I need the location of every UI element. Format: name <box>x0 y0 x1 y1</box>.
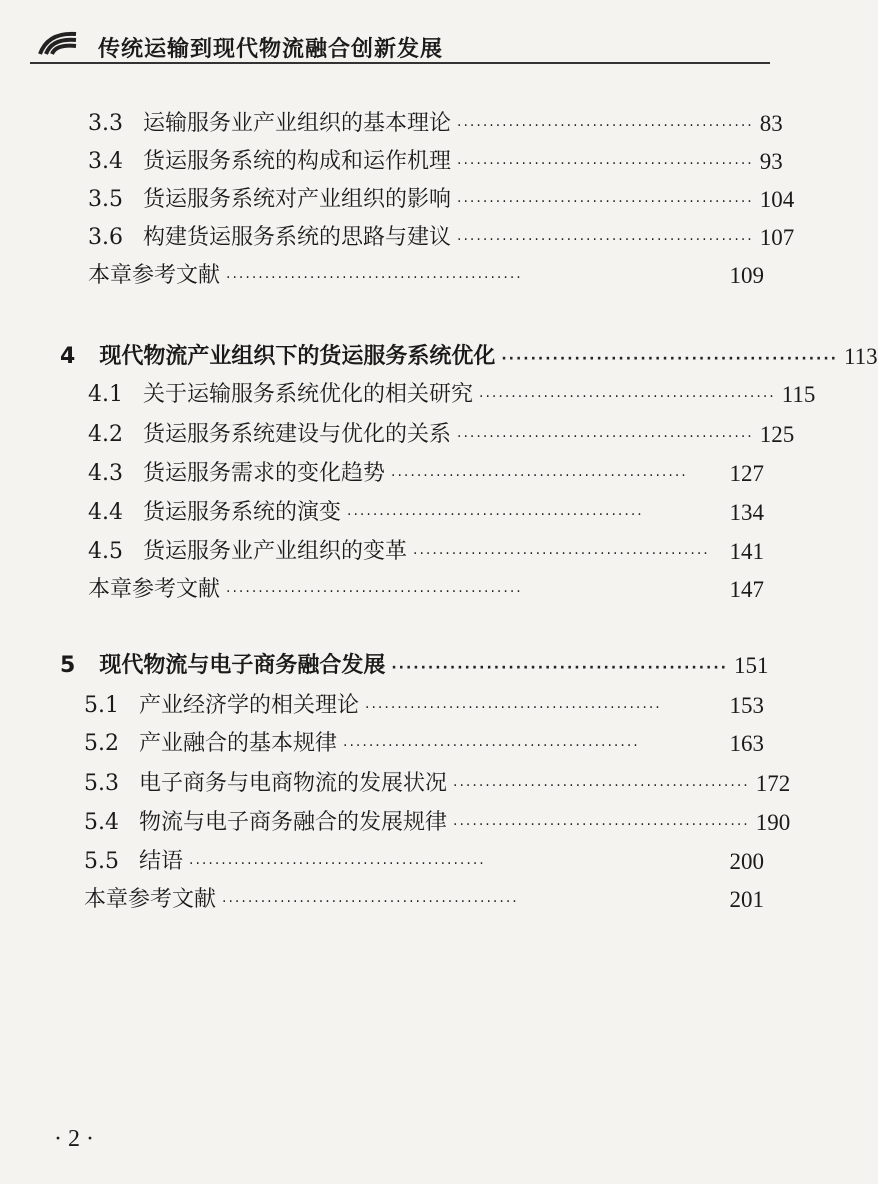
dot-leader: ·············································· <box>226 584 523 600</box>
section-number: 3.4 <box>88 149 123 174</box>
page-number: 113 <box>843 344 878 369</box>
toc-entry-4-4[interactable] <box>88 491 764 527</box>
toc-chapter-4[interactable] <box>60 335 878 371</box>
page-number: 109 <box>729 263 764 288</box>
page-number: 83 <box>759 111 783 136</box>
section-number: 5.3 <box>84 771 119 796</box>
dot-leader: ·············································· <box>347 507 644 523</box>
page-number: 200 <box>729 849 764 874</box>
section-title: 本章参考文献 <box>88 577 221 602</box>
section-title: 货运服务系统的构成和运作机理 <box>143 149 452 174</box>
section-number: 5.4 <box>84 810 119 835</box>
dot-leader: ·············································· <box>343 738 640 754</box>
section-number: 3.6 <box>88 225 123 250</box>
toc-entry-5-2[interactable] <box>84 722 764 758</box>
toc-chapter-5[interactable] <box>60 644 769 680</box>
section-number: 4.1 <box>88 382 123 407</box>
dot-leader: ·············································· <box>413 546 710 562</box>
dot-leader: ·············································· <box>222 894 519 910</box>
section-number: 4.4 <box>88 500 123 525</box>
toc-entry-ch3-references[interactable] <box>88 254 764 290</box>
section-title: 构建货运服务系统的思路与建议 <box>143 225 452 250</box>
section-title: 结语 <box>139 849 184 874</box>
section-title: 产业经济学的相关理论 <box>139 693 360 718</box>
section-title: 货运服务系统对产业组织的影响 <box>143 187 452 212</box>
section-number: 3.5 <box>88 187 123 212</box>
dot-leader: ·············································· <box>391 660 728 676</box>
page-number: 163 <box>729 731 764 756</box>
toc-entry-5-1[interactable] <box>84 684 764 720</box>
dot-leader: ·············································· <box>189 856 486 872</box>
toc-entry-3-5[interactable] <box>88 178 795 214</box>
section-title: 货运服务业产业组织的变革 <box>143 539 408 564</box>
toc-entry-4-2[interactable] <box>88 413 795 449</box>
page-number: 147 <box>729 577 764 602</box>
section-title: 运输服务业产业组织的基本理论 <box>143 111 452 136</box>
toc-entry-ch4-references[interactable] <box>88 568 764 604</box>
dot-leader: ·············································· <box>453 778 750 794</box>
section-number: 4.3 <box>88 461 123 486</box>
section-number: 3.3 <box>88 111 123 136</box>
section-title: 货运服务需求的变化趋势 <box>143 461 386 486</box>
dot-leader: ·············································· <box>457 429 754 445</box>
section-number: 5.1 <box>84 693 119 718</box>
section-number: 5.5 <box>84 849 119 874</box>
toc-entry-4-3[interactable] <box>88 452 764 488</box>
section-title: 电子商务与电商物流的发展状况 <box>139 771 448 796</box>
page-number: 190 <box>755 810 791 835</box>
section-number: 4.5 <box>88 539 123 564</box>
toc-entry-3-4[interactable] <box>88 140 783 176</box>
section-title: 本章参考文献 <box>88 263 221 288</box>
page-number: 107 <box>759 225 795 250</box>
page-number: 127 <box>729 461 764 486</box>
toc-entry-5-3[interactable] <box>84 762 791 798</box>
toc-entry-5-5[interactable] <box>84 840 764 876</box>
toc-entry-3-3[interactable] <box>88 102 783 138</box>
page-number: 172 <box>755 771 791 796</box>
page-number: 141 <box>729 539 764 564</box>
section-title: 关于运输服务系统优化的相关研究 <box>143 382 474 407</box>
footer-page-number: · 2 · <box>54 1126 94 1152</box>
page-number: 134 <box>729 500 764 525</box>
page-number: 151 <box>733 653 769 678</box>
dot-leader: ·············································· <box>391 468 688 484</box>
dot-leader: ·············································· <box>453 817 750 833</box>
toc-entry-3-6[interactable] <box>88 216 795 252</box>
book-logo-icon <box>38 30 78 56</box>
toc-entry-ch5-references[interactable] <box>84 878 764 914</box>
running-header <box>30 26 770 64</box>
section-number: 5.2 <box>84 731 119 756</box>
chapter-number: 5 <box>60 653 76 678</box>
page-number: 125 <box>759 422 795 447</box>
dot-leader: ·············································· <box>365 700 662 716</box>
section-number: 4.2 <box>88 422 123 447</box>
dot-leader: ·············································· <box>457 194 754 210</box>
section-title: 物流与电子商务融合的发展规律 <box>139 810 448 835</box>
page-number: 104 <box>759 187 795 212</box>
dot-leader: ·············································· <box>226 270 523 286</box>
chapter-title: 现代物流产业组织下的货运服务系统优化 <box>99 344 496 369</box>
toc-entry-5-4[interactable] <box>84 801 791 837</box>
page-number: 153 <box>729 693 764 718</box>
chapter-number: 4 <box>60 344 76 369</box>
page-number: 115 <box>781 382 816 407</box>
dot-leader: ·············································· <box>501 351 838 367</box>
toc-entry-4-1[interactable] <box>88 373 816 409</box>
dot-leader: ·············································· <box>479 389 776 405</box>
section-title: 货运服务系统的演变 <box>143 500 342 525</box>
dot-leader: ·············································· <box>457 156 754 172</box>
dot-leader: ·············································· <box>457 118 754 134</box>
toc-entry-4-5[interactable] <box>88 530 764 566</box>
book-title: 传统运输到现代物流融合创新发展 <box>98 37 444 62</box>
section-title: 产业融合的基本规律 <box>139 731 338 756</box>
section-title: 本章参考文献 <box>84 887 217 912</box>
dot-leader: ·············································· <box>457 232 754 248</box>
page-number: 201 <box>729 887 764 912</box>
page-number: 93 <box>759 149 783 174</box>
section-title: 货运服务系统建设与优化的关系 <box>143 422 452 447</box>
chapter-title: 现代物流与电子商务融合发展 <box>99 653 386 678</box>
